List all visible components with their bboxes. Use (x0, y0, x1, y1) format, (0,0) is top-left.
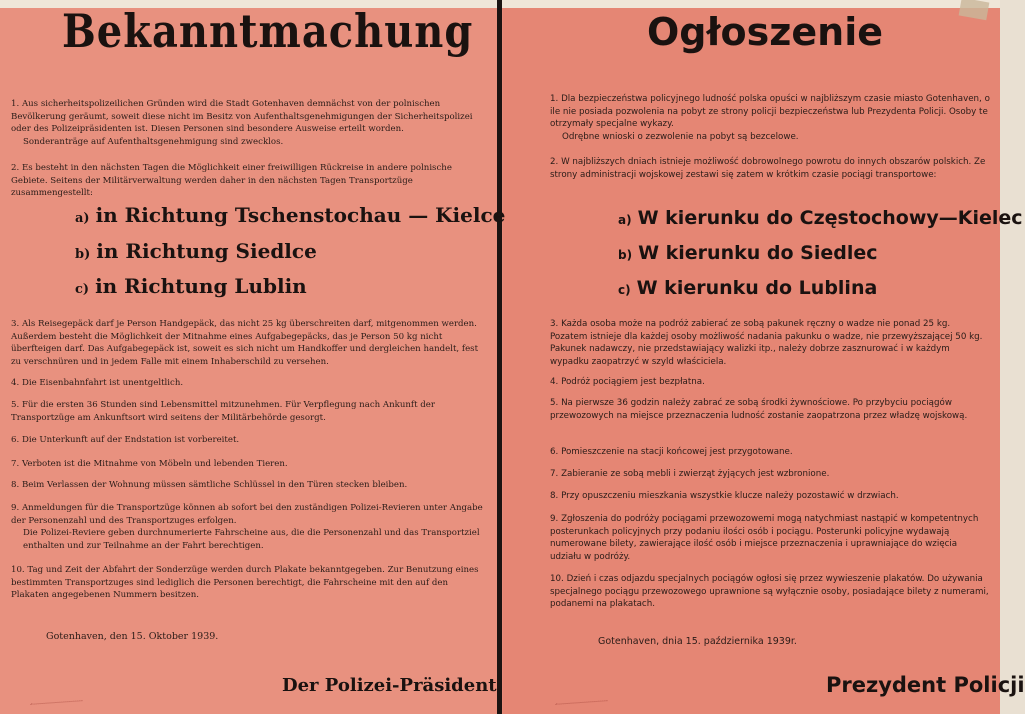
german-item-6 (11, 434, 483, 447)
item-number: 7. (550, 469, 559, 479)
item-text: W najbliższych dniach istnieje możliwość dobrowolnego powrotu do innych obszarów polskich. Ze strony administracji wojskowej zestawi się zatem w krótkim czasie pociągi transportowe: (550, 157, 986, 180)
german-place-date: Gotenhaven, den 15. Oktober 1939. (46, 631, 219, 642)
german-item-2 (11, 162, 483, 200)
item-number: 8. (11, 480, 20, 490)
polish-direction-a: a) W kierunku do Częstochowy—Kielec (618, 207, 1023, 229)
german-item-10 (11, 564, 483, 602)
item-text: Als Reisegepäck darf je Person Handgepäck, das nicht 25 kg überschreiten darf, mitgenommen werden. Außerdem besteht die Möglichkeit der Mitnahme eines Aufgabegepäcks, das je Person 50 kg nicht überfteigen darf. Das Aufgabegepäck ist, soweit es sich nicht um Handkoffer und dergleichen handelt, fest zu verschnüren und in jedem Falle mit einem Inhaberschild zu versehen. (11, 319, 479, 367)
german-item-8 (11, 479, 483, 492)
item-number: 5. (11, 400, 20, 410)
item-extra: Die Polizei-Reviere geben durchnumerierte Fahrscheine aus, die die Personenzahl und das Transportziel enthalten und zur Teilnahme an der Fahrt berechtigen. (23, 528, 480, 551)
item-text: Aus sicherheitspolizeilichen Gründen wird die Stadt Gotenhaven demnächst von der polnischen Bevölkerung geräumt, soweit diese nicht im Besitz von Aufenthaltsgenehmigungen der Sicherheitspolizei oder des Polizeipräsidenten ist. Diesen Personen sind besondere Ausweise erteilt worden. (11, 99, 473, 135)
german-item-3 (11, 318, 483, 368)
polish-item-3 (550, 318, 990, 368)
center-divider (497, 0, 502, 714)
item-number: 4. (11, 378, 20, 388)
item-text: Na pierwsze 36 godzin należy zabrać ze sobą środki żywnościowe. Po przybyciu pociągów przewozowych na miejsce przeznaczenia ludność zostanie zaopatrzona przez władzę wojskową. (550, 398, 968, 421)
polish-title: Ogłoszenie (646, 10, 884, 54)
item-text: Beim Verlassen der Wohnung müssen sämtliche Schlüssel in den Türen stecken bleiben. (21, 480, 408, 490)
item-number: 10. (550, 574, 564, 584)
item-number: 8. (550, 491, 559, 501)
polish-direction-b: b) W kierunku do Siedlec (618, 242, 878, 264)
item-number: 9. (11, 503, 20, 513)
polish-item-9 (550, 513, 990, 563)
german-item-1 (11, 98, 483, 148)
item-text: Zgłoszenia do podróży pociągami przewozowemi mogą natychmiast nastąpić w kompetentnych posterunkach policyjnych przy podaniu ilości osób i pociągu. Posterunki policyjne wydawają numerowane bilety, zawierające ilość osób i miejsce przeznaczenia i uprawniające do wzięcia udziału w podróży. (550, 514, 979, 562)
item-number: 7. (11, 459, 20, 469)
item-text: Każda osoba może na podróż zabierać ze sobą pakunek ręczny o wadze nie ponad 25 kg. Pozatem istnieje dla każdej osoby możliwość nadania pakunku o wadze, nie przewyższającej 50 kg. Pakunek nadawczy, nie przedstawiający walizki itp., należy dobrze zasznurować i w każdym wypadku zaopatrzyć w szyld właściciela. (550, 319, 983, 367)
item-number: 3. (11, 319, 20, 329)
polish-item-10 (550, 573, 990, 611)
german-item-9 (11, 502, 483, 552)
german-direction-c: c) in Richtung Lublin (75, 274, 307, 298)
item-number: 2. (11, 163, 20, 173)
polish-place-date: Gotenhaven, dnia 15. października 1939r. (598, 636, 797, 647)
item-text: Pomieszczenie na stacji końcowej jest przygotowane. (561, 447, 793, 457)
item-number: 6. (11, 435, 20, 445)
german-direction-a: a) in Richtung Tschenstochau — Kielce (75, 203, 506, 227)
item-number: 9. (550, 514, 559, 524)
polish-item-6 (550, 446, 990, 459)
item-number: 2. (550, 157, 559, 167)
polish-item-5 (550, 397, 990, 422)
item-extra: Sonderanträge auf Aufenthaltsgenehmigung sind zwecklos. (23, 136, 284, 147)
item-number: 3. (550, 319, 559, 329)
polish-item-7 (550, 468, 990, 481)
item-text: Zabieranie ze sobą mebli i zwierząt żyjących jest wzbronione. (561, 469, 830, 479)
polish-item-8 (550, 490, 990, 503)
item-text: Dla bezpieczeństwa policyjnego ludność polska opuści w najbliższym czasie miasto Gotenhaven, o ile nie posiada pozwolenia na pobyt ze strony policji bezpieczeństwa lub Prezydenta Policji. Osoby te otrzymały specjalne wykazy. (550, 94, 990, 130)
german-item-5 (11, 399, 483, 424)
german-item-7 (11, 458, 483, 471)
item-text: Verboten ist die Mitnahme von Möbeln und lebenden Tieren. (21, 459, 288, 469)
polish-signature: Prezydent Policji (826, 673, 1025, 697)
german-signature: Der Polizei-Präsident (282, 675, 497, 696)
polish-direction-c: c) W kierunku do Lublina (618, 277, 878, 299)
item-text: Przy opuszczeniu mieszkania wszystkie klucze należy pozostawić w drzwiach. (561, 491, 899, 501)
item-number: 5. (550, 398, 559, 408)
polish-item-4 (550, 376, 990, 389)
item-text: Podróż pociągiem jest bezpłatna. (561, 377, 705, 387)
item-number: 6. (550, 447, 559, 457)
item-number: 10. (11, 565, 25, 575)
item-text: Für die ersten 36 Stunden sind Lebensmittel mitzunehmen. Für Verpflegung nach Ankunft der Transportzüge am Ankunftsort wird seitens der Militärbehörde gesorgt. (11, 400, 435, 423)
polish-item-1 (550, 93, 990, 143)
item-number: 4. (550, 377, 559, 387)
item-number: 1. (550, 94, 559, 104)
german-direction-b: b) in Richtung Siedlce (75, 239, 317, 263)
german-item-4 (11, 377, 483, 390)
item-text: Dzień i czas odjazdu specjalnych pociągów ogłosi się przez wywieszenie plakatów. Do używania specjalnego pociągu przewozowego uprawnione są wyłącznie osoby, posiadające bilety z numerami, podanemi na plakatach. (550, 574, 989, 610)
item-text: Anmeldungen für die Transportzüge können ab sofort bei den zuständigen Polizei-Revieren unter Angabe der Personenzahl und des Transportzuges erfolgen. (11, 503, 483, 526)
polish-item-2 (550, 156, 990, 181)
item-text: Die Unterkunft auf der Endstation ist vorbereitet. (21, 435, 240, 445)
item-text: Die Eisenbahnfahrt ist unentgeltlich. (21, 378, 184, 388)
item-extra: Odrębne wnioski o zezwolenie na pobyt są bezcelowe. (562, 131, 799, 142)
german-title: Bekanntmachung (62, 4, 474, 59)
item-text: Tag und Zeit der Abfahrt der Sonderzüge werden durch Plakate bekanntgegeben. Zur Benutzung eines bestimmten Transportzuges sind lediglich die Personen berechtigt, die Fahrscheine mit den auf den Plakaten angegebenen Nummern besitzen. (11, 565, 479, 601)
item-number: 1. (11, 99, 20, 109)
item-text: Es besteht in den nächsten Tagen die Möglichkeit einer freiwilligen Rückreise in andere polnische Gebiete. Seitens der Militärverwaltung werden daher in den nächsten Tagen Transportzüge zusammengestellt: (11, 163, 452, 199)
